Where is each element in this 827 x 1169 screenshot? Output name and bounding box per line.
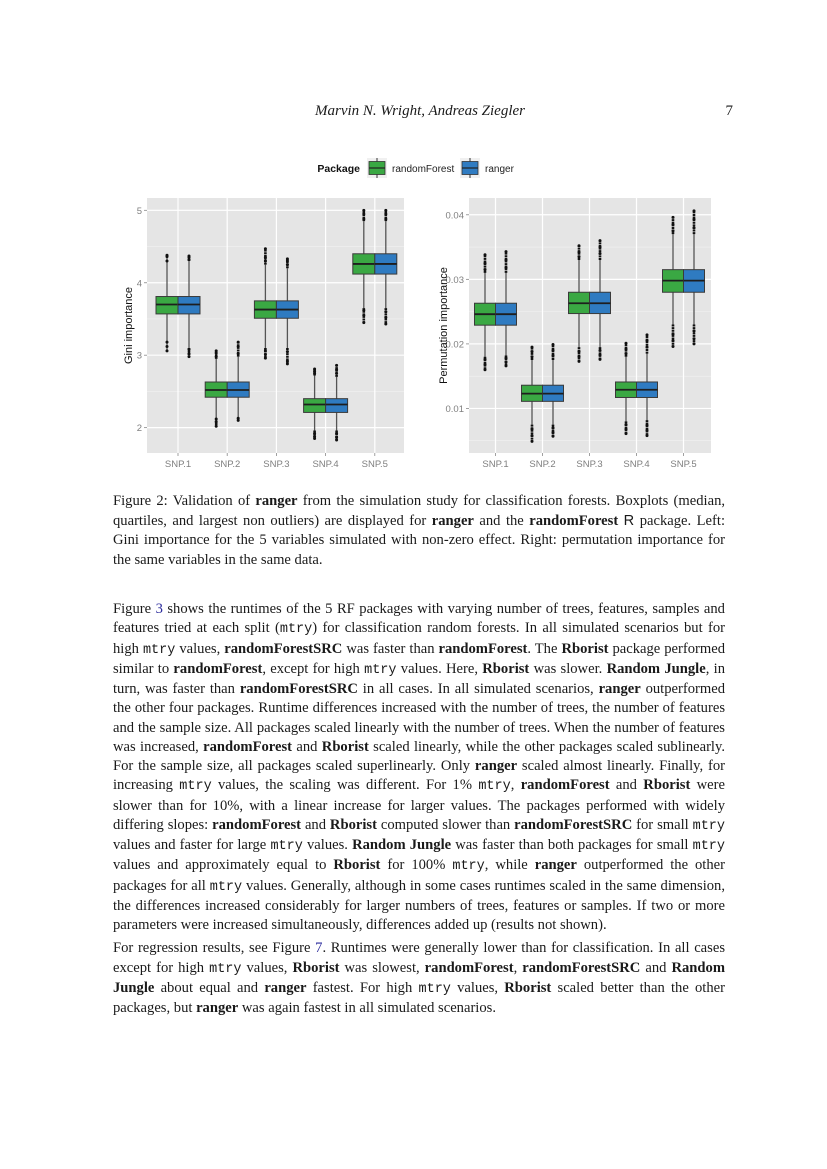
package-name: Rborist <box>643 777 691 794</box>
text-run: values and approximately equal to <box>113 857 334 874</box>
code-term: mtry <box>142 642 176 658</box>
text-run: , except for high <box>262 660 365 677</box>
text-run: ) for classification random forests. In all simulated scenarios but for high <box>113 620 725 657</box>
text-run: was slower. <box>529 660 607 677</box>
body-text <box>113 600 725 1022</box>
package-name: Random Jungle <box>113 959 725 996</box>
x-tick-label: SNP.1 <box>164 459 192 470</box>
x-tick-label: SNP.1 <box>482 459 509 470</box>
y-tick-label: 4 <box>136 278 142 290</box>
text-run: scaled almost linearly. Finally, for increasing <box>113 758 725 794</box>
package-name: ranger <box>196 1000 239 1016</box>
y-axis-title: Permutation importance <box>438 267 450 384</box>
package-name: randomForestSRC <box>239 681 358 697</box>
package-name: Rborist <box>329 816 377 833</box>
y-tick-label: 0.01 <box>445 403 464 415</box>
x-tick-label: SNP.4 <box>312 459 339 470</box>
text-run: in all cases. In all simulated scenarios, <box>357 681 599 697</box>
box-iqr <box>326 399 348 413</box>
package-name: Rborist <box>482 660 530 677</box>
text-run: , <box>513 959 523 976</box>
code-term: mtry <box>692 839 725 854</box>
text-run: values, the scaling was different. For 1% <box>211 777 479 794</box>
package-name: randomForest <box>424 959 514 976</box>
text-run: was again fastest in all simulated scenarios. <box>238 1000 496 1016</box>
figure-caption <box>113 492 725 570</box>
text-run: values, <box>450 979 505 996</box>
package-name: ranger <box>255 493 298 509</box>
code-term: mtry <box>478 779 511 795</box>
package-name: ranger <box>534 857 577 874</box>
text-run: package performed similar to <box>113 640 726 677</box>
legend <box>317 158 514 178</box>
text-run: scaled better than the other packages, but <box>113 979 725 1016</box>
x-tick-label: SNP.5 <box>361 459 388 470</box>
x-tick-label: SNP.4 <box>623 459 650 470</box>
legend-title: Package <box>317 163 360 175</box>
text-run: fastest. For high <box>306 979 419 996</box>
text-run: for 100% <box>380 857 453 874</box>
y-axis-title: Gini importance <box>123 286 135 365</box>
code-term: mtry <box>179 779 212 795</box>
running-head-authors: Marvin N. Wright, Andreas Ziegler <box>315 103 525 119</box>
text-run: was slowest, <box>339 959 425 976</box>
code-term: mtry <box>209 879 243 895</box>
x-tick-label: SNP.3 <box>576 459 603 470</box>
package-name: Rborist <box>333 857 381 874</box>
outlier-point <box>215 417 218 420</box>
y-tick-label: 5 <box>136 205 142 217</box>
caption-label: Figure 2: <box>113 493 168 509</box>
package-name: Random Jungle <box>352 837 452 853</box>
y-tick-label: 3 <box>136 350 142 362</box>
text-run: and <box>609 777 644 794</box>
text-run: and the <box>473 512 530 529</box>
text-run: from the simulation study for classification forests. Boxplots (median, quartiles, and largest non outliers) are displayed for <box>113 493 726 529</box>
outlier-point <box>166 341 169 344</box>
code-term: mtry <box>270 839 303 854</box>
package-name: randomForest <box>212 816 302 833</box>
package-name: randomForest <box>438 640 528 657</box>
text-run: scaled linearly, while the other packages scaled sublinearly. For the sample size, all packages scaled superlinearly. Only <box>113 738 725 774</box>
text-run: , <box>510 777 521 794</box>
package-name: randomForestSRC <box>514 816 633 833</box>
text-run: values, <box>241 959 293 976</box>
code-term: mtry <box>418 981 451 997</box>
text-run: and <box>301 816 330 833</box>
package-name: ranger <box>598 681 641 697</box>
package-name: randomForest <box>529 512 619 529</box>
code-term: mtry <box>279 622 313 638</box>
package-name: Rborist <box>321 738 369 755</box>
figure-reference-link[interactable]: 7 <box>315 940 323 957</box>
text-run: values. Here, <box>396 660 483 677</box>
package-name: randomForest <box>520 777 610 794</box>
page-number: 7 <box>725 103 733 119</box>
permutation-importance-panel <box>438 198 711 470</box>
package-name: Rborist <box>561 640 609 657</box>
r-language-name: R <box>623 512 635 529</box>
text-run: shows the runtimes of the 5 RF packages with varying number of trees, features, samples and features tried at each split ( <box>113 601 725 637</box>
text-run: computed slower than <box>376 816 515 833</box>
gini-importance-panel <box>123 198 404 470</box>
text-run: Validation of <box>167 493 256 509</box>
package-name: randomForestSRC <box>522 959 641 976</box>
outlier-point <box>166 260 169 263</box>
legend-item-ranger <box>460 158 515 178</box>
text-run: , in turn, was faster than <box>113 660 725 697</box>
x-tick-label: SNP.2 <box>214 459 241 470</box>
text-run: . Runtimes were generally lower than for classification. In all cases except for high <box>113 940 726 976</box>
code-term: mtry <box>692 818 725 834</box>
x-tick-label: SNP.3 <box>263 459 290 470</box>
y-tick-label: 0.02 <box>445 339 464 351</box>
y-tick-label: 2 <box>136 423 142 435</box>
box-iqr <box>304 399 326 413</box>
y-tick-label: 0.04 <box>445 210 464 222</box>
text-run: values and faster for large <box>113 837 271 853</box>
package-name: Random Jungle <box>606 660 706 677</box>
package-name: randomForestSRC <box>224 640 343 657</box>
y-tick-label: 0.03 <box>445 274 464 286</box>
text-run: , while <box>484 857 535 874</box>
code-term: mtry <box>364 662 397 678</box>
text-run: was faster than <box>342 640 439 657</box>
text-run: . The <box>527 640 562 657</box>
text-run: package. Left: Gini importance for the 5 variables simulated with non-zero effect. Right: permutation importance for the same variables in the same data. <box>113 512 725 568</box>
text-run: For regression results, see Figure <box>113 940 316 957</box>
code-term: mtry <box>452 859 485 875</box>
legend-item-randomforest <box>367 158 454 178</box>
paragraph-1 <box>113 600 725 935</box>
text-run: and <box>292 738 322 755</box>
text-run: outperformed the other four packages. Runtime differences increased with the number of trees, the number of features and the sample size. All packages scaled linearly with the number of trees. When the number of features was increased, <box>113 681 726 755</box>
package-name: ranger <box>264 979 307 996</box>
text-run: was faster than both packages for small <box>451 837 693 853</box>
text-run: values, <box>175 640 225 657</box>
package-name: randomForest <box>173 660 263 677</box>
text-run: and <box>640 959 672 976</box>
text-run: values. Generally, although in some cases runtimes scaled in the same dimension, the differences increased considerably for larger numbers of trees, features or samples. If two or more parameters were increased simultaneously, differences added up (results not shown). <box>113 877 725 933</box>
figure-reference-link[interactable]: 3 <box>155 601 163 617</box>
code-term: mtry <box>209 961 242 977</box>
x-tick-label: SNP.5 <box>670 459 697 470</box>
package-name: Rborist <box>504 979 552 996</box>
package-name: randomForest <box>203 738 293 755</box>
package-name: ranger <box>474 758 518 774</box>
figure-2 <box>0 0 827 480</box>
legend-label: randomForest <box>392 164 455 175</box>
outlier-point <box>166 345 169 348</box>
paragraph-2 <box>113 939 725 1018</box>
text-run: for small <box>632 816 693 833</box>
text-run: about equal and <box>154 979 265 996</box>
text-run: outperformed the other packages for all <box>113 857 725 894</box>
x-tick-label: SNP.2 <box>529 459 556 470</box>
text-run: Figure <box>113 601 156 617</box>
plot-background <box>147 198 404 453</box>
text-run: values. <box>302 837 353 853</box>
text-run: were slower than for 10%, with a linear increase for larger values. The packages performed with widely differing slopes: <box>113 777 725 833</box>
package-name: ranger <box>431 512 474 529</box>
package-name: Rborist <box>292 959 340 976</box>
legend-label: ranger <box>485 164 514 175</box>
